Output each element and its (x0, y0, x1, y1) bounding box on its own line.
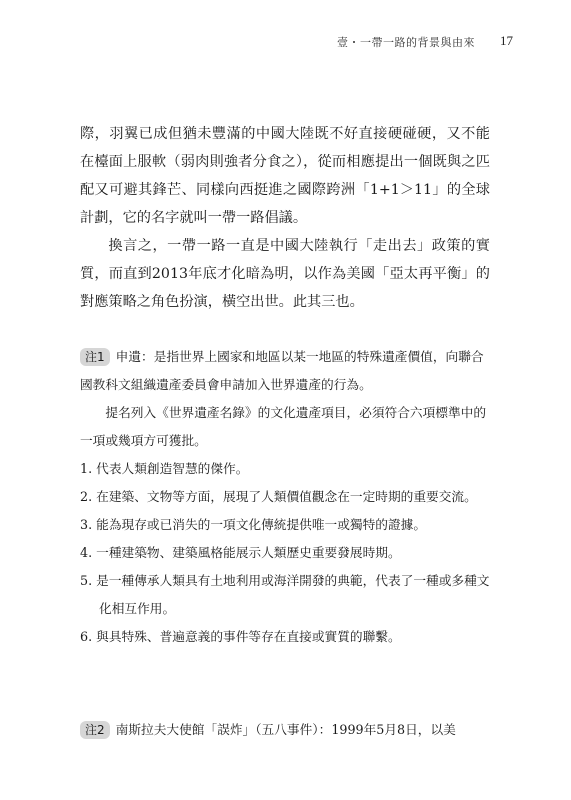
running-header (0, 30, 571, 50)
note-tag: 注1 (80, 348, 110, 366)
body-paragraph: 際，羽翼已成但猶未豐滿的中國大陸既不好直接硬碰硬，又不能在檯面上服軟（弱肉則強者分食之），從而相應提出一個既與之匹配又可避其鋒芒、同樣向西挺進之國際跨洲「1+1＞11」的全球計劃，它的名字就叫一帶一路倡議。 (80, 126, 490, 226)
footnote-intro-text: 申遺：是指世界上國家和地區以某一地區的特殊遺產價值，向聯合國教科文組織遺產委員會申請加入世界遺產的行為。 (80, 349, 484, 392)
list-item: 4. 一種建築物、建築風格能展示人類歷史重要發展時期。 (80, 545, 401, 560)
list-item: 2. 在建築、文物等方面，展現了人類價值觀念在一定時期的重要交流。 (80, 489, 477, 504)
footnote-intro (80, 716, 490, 744)
list-item: 6. 與具特殊、普遍意義的事件等存在直接或實質的聯繫。 (80, 629, 401, 644)
footnote-1 (80, 343, 490, 651)
chapter-title: 壹・一帶一路的背景與由來 (337, 36, 475, 49)
body-paragraph: 換言之，一帶一路一直是中國大陸執行「走出去」政策的實質，而直到2013年底才化暗為明，以作為美國「亞太再平衡」的對應策略之角色扮演，橫空出世。此其三也。 (80, 238, 490, 310)
footnote-paragraph: 提名列入《世界遺產名錄》的文化遺產項目，必須符合六項標準中的一項或幾項方可獲批。 (80, 405, 487, 448)
footnote-intro (80, 343, 490, 399)
footnote-2 (80, 703, 490, 756)
note-tag: 注2 (80, 721, 110, 739)
list-item: 3. 能為現存或已消失的一項文化傳統提供唯一或獨特的證據。 (80, 517, 427, 532)
list-item: 1. 代表人類創造智慧的傑作。 (80, 461, 249, 476)
footnote-text: 南斯拉夫大使館「誤炸」（五八事件）：1999年5月8日，以美 (115, 721, 456, 737)
page-number: 17 (500, 33, 513, 48)
list-item: 5. 是一種傳承人類具有土地利用或海洋開發的典範，代表了一種或多種文化相互作用。 (80, 573, 490, 616)
main-text (80, 120, 490, 316)
